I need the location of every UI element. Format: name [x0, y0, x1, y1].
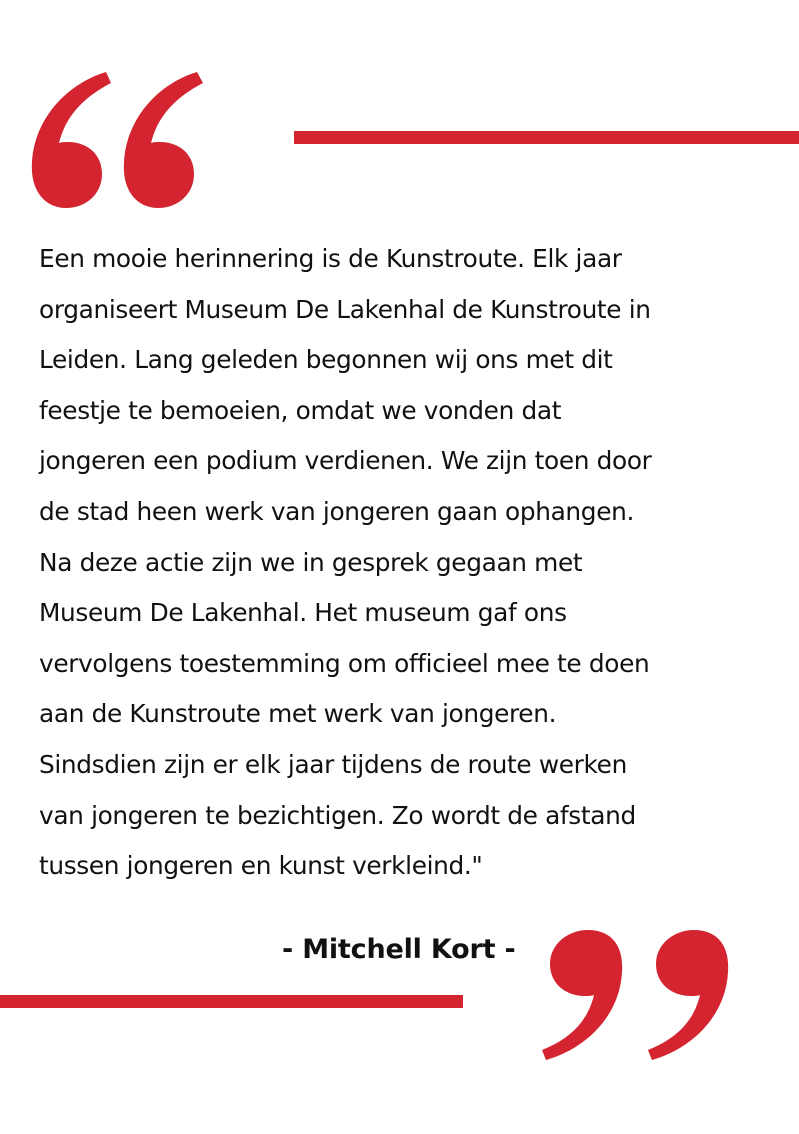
- quote-line: feestje te bemoeien, omdat we vonden dat: [39, 395, 562, 425]
- closing-quote-left-mark: [542, 930, 622, 1060]
- quote-line: jongeren een podium verdienen. We zijn toen door: [39, 446, 652, 476]
- quote-line: Sindsdien zijn er elk jaar tijdens de route werken: [39, 749, 627, 779]
- bottom-red-divider: [0, 995, 463, 1008]
- opening-quote-icon: [14, 68, 214, 210]
- quote-line: aan de Kunstroute met werk van jongeren.: [39, 699, 557, 729]
- quote-attribution: - Mitchell Kort -: [282, 934, 516, 965]
- opening-quote-left-mark: [32, 72, 111, 208]
- closing-quote-right-mark: [648, 930, 728, 1060]
- quote-line: Na deze actie zijn we in gesprek gegaan met: [39, 547, 583, 577]
- opening-quote-right-mark: [124, 72, 203, 208]
- closing-quote-icon: [540, 928, 744, 1066]
- quote-line: tussen jongeren en kunst verkleind.": [39, 851, 483, 881]
- quote-line: vervolgens toestemming om officieel mee te doen: [39, 648, 650, 678]
- quote-line: de stad heen werk van jongeren gaan ophangen.: [39, 496, 634, 526]
- quote-line: Leiden. Lang geleden begonnen wij ons met dit: [39, 345, 613, 375]
- quote-line: Een mooie herinnering is de Kunstroute. Elk jaar: [39, 244, 622, 273]
- quote-line: organiseert Museum De Lakenhal de Kunstroute in: [39, 294, 651, 324]
- quote-line: van jongeren te bezichtigen. Zo wordt de afstand: [39, 800, 636, 830]
- quote-line: Museum De Lakenhal. Het museum gaf ons: [39, 598, 567, 628]
- quote-body: [39, 234, 774, 892]
- top-red-divider: [294, 131, 799, 144]
